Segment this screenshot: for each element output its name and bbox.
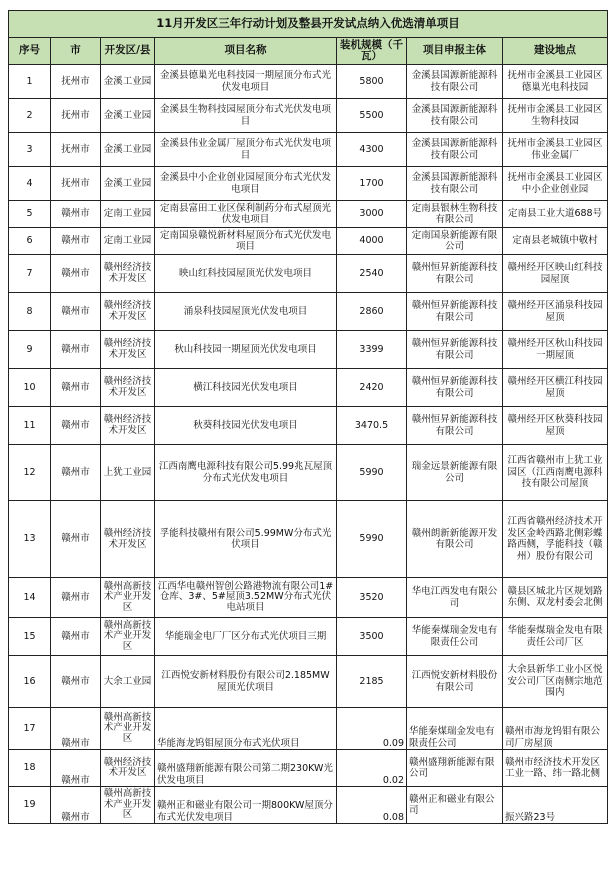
cell-no: 13 [9,501,51,578]
cell-location: 赣州市经济技术开发区工业一路、纬一路北侧 [503,750,608,787]
table-row [9,133,608,167]
cell-capacity: 4300 [337,133,407,167]
cell-capacity: 5990 [337,445,407,501]
cell-project: 涌泉科技园屋顶光伏发电项目 [155,293,337,331]
table-row [9,656,608,708]
cell-entity: 华能秦煤瑞金发电有限责任公司 [407,618,503,656]
cell-capacity: 2420 [337,369,407,407]
cell-no: 5 [9,201,51,228]
table-row [9,708,608,750]
table-row [9,369,608,407]
cell-location: 振兴路23号 [503,787,608,824]
cell-location: 江西省赣州市上犹工业园区（江西南鹰电源科技有限公司屋顶 [503,445,608,501]
cell-entity: 江西悦安新材料股份有限公司 [407,656,503,708]
cell-capacity: 3520 [337,578,407,618]
cell-zone: 赣州高新技术产业开发区 [101,578,155,618]
cell-city: 赣州市 [51,578,101,618]
cell-zone: 赣州高新技术产业开发区 [101,787,155,824]
cell-capacity: 2860 [337,293,407,331]
cell-entity: 金溪县国源新能源科技有限公司 [407,65,503,99]
cell-entity: 瑞金远景新能源有限公司 [407,445,503,501]
header-location: 建设地点 [503,38,608,65]
table-title-row [9,11,608,38]
header-project: 项目名称 [155,38,337,65]
cell-zone: 赣州经济技术开发区 [101,501,155,578]
cell-zone: 定南工业园 [101,201,155,228]
cell-project: 赣州盛翔新能源有限公司第二期230KW光伏发电项目 [155,750,337,787]
cell-location: 抚州市金溪县工业园区中小企业创业园 [503,167,608,201]
cell-project: 映山红科技园屋顶光伏发电项目 [155,255,337,293]
cell-city: 赣州市 [51,656,101,708]
cell-zone: 大余工业园 [101,656,155,708]
cell-location: 大余县新华工业小区悦安公司厂区南侧宗地范围内 [503,656,608,708]
cell-entity: 赣州恒昇新能源科技有限公司 [407,407,503,445]
cell-city: 赣州市 [51,787,101,824]
cell-no: 6 [9,228,51,255]
cell-entity: 赣州恒昇新能源科技有限公司 [407,369,503,407]
cell-zone: 金溪工业园 [101,65,155,99]
cell-project: 金溪县德巢光电科技园一期屋顶分布式光伏发电项目 [155,65,337,99]
cell-location: 抚州市金溪县工业园区德巢光电科技园 [503,65,608,99]
cell-no: 12 [9,445,51,501]
cell-no: 15 [9,618,51,656]
table-title: 11月开发区三年行动计划及整县开发试点纳入优选清单项目 [9,11,608,38]
cell-project: 赣州正和磁业有限公司一期800KW屋顶分布式光伏发电项目 [155,787,337,824]
table-row [9,750,608,787]
cell-location: 江西省赣州经济技术开发区金岭西路北侧彩蝶路西侧，孚能科技（赣州）股份有限公司 [503,501,608,578]
cell-city: 抚州市 [51,133,101,167]
cell-zone: 赣州经济技术开发区 [101,331,155,369]
table-row [9,407,608,445]
cell-location: 赣州经开区映山红科技园屋顶 [503,255,608,293]
cell-no: 19 [9,787,51,824]
cell-project: 横江科技园光伏发电项目 [155,369,337,407]
cell-location: 华能秦煤瑞金发电有限责任公司厂区 [503,618,608,656]
cell-location: 赣州经开区横江科技园屋顶 [503,369,608,407]
cell-no: 9 [9,331,51,369]
cell-zone: 金溪工业园 [101,167,155,201]
cell-zone: 定南工业园 [101,228,155,255]
cell-no: 4 [9,167,51,201]
cell-project: 江西悦安新材料股份有限公司2.185MW屋顶光伏项目 [155,656,337,708]
cell-entity: 华能秦煤瑞金发电有限责任公司 [407,708,503,750]
cell-location: 赣州市海龙钨钼有限公司厂房屋顶 [503,708,608,750]
cell-capacity: 2185 [337,656,407,708]
cell-capacity: 0.08 [337,787,407,824]
cell-project: 江西南鹰电源科技有限公司5.99兆瓦屋顶分布式光伏发电项目 [155,445,337,501]
table-header-row [9,38,608,65]
cell-entity: 赣州正和磁业有限公司 [407,787,503,824]
cell-no: 16 [9,656,51,708]
cell-capacity: 4000 [337,228,407,255]
cell-city: 赣州市 [51,407,101,445]
cell-no: 10 [9,369,51,407]
cell-no: 7 [9,255,51,293]
cell-capacity: 3500 [337,618,407,656]
cell-location: 定南县工业大道688号 [503,201,608,228]
cell-location: 赣州经开区涌泉科技园屋顶 [503,293,608,331]
cell-entity: 赣州朗新新能源开发有限公司 [407,501,503,578]
table-row [9,293,608,331]
cell-entity: 赣州盛翔新能源有限公司 [407,750,503,787]
cell-capacity: 0.02 [337,750,407,787]
cell-no: 14 [9,578,51,618]
cell-project: 孚能科技赣州有限公司5.99MW分布式光伏项目 [155,501,337,578]
cell-no: 1 [9,65,51,99]
cell-city: 赣州市 [51,255,101,293]
cell-city: 赣州市 [51,228,101,255]
cell-project: 金溪县中小企业创业园屋顶分布式光伏发电项目 [155,167,337,201]
cell-project: 江西华电赣州智创公路港物流有限公司1#仓库、3#、5#屋顶3.52MW分布式光伏电站项目 [155,578,337,618]
cell-no: 2 [9,99,51,133]
cell-zone: 赣州经济技术开发区 [101,293,155,331]
table-row [9,501,608,578]
cell-location: 抚州市金溪县工业园区生物科技园 [503,99,608,133]
cell-location: 赣州经开区秋葵科技园屋顶 [503,407,608,445]
cell-no: 17 [9,708,51,750]
header-capacity: 装机规模（千瓦） [337,38,407,65]
cell-project: 金溪县生物科技园屋顶分布式光伏发电项目 [155,99,337,133]
cell-no: 18 [9,750,51,787]
table-row [9,167,608,201]
cell-city: 赣州市 [51,618,101,656]
cell-city: 赣州市 [51,369,101,407]
table-row [9,99,608,133]
cell-capacity: 5500 [337,99,407,133]
table-row [9,445,608,501]
cell-location: 赣州经开区秋山科技园一期屋顶 [503,331,608,369]
cell-entity: 定南国泉新能源有限公司 [407,228,503,255]
cell-zone: 赣州高新技术产业开发区 [101,618,155,656]
cell-zone: 赣州高新技术产业开发区 [101,708,155,750]
project-list-table [8,10,608,824]
cell-city: 赣州市 [51,201,101,228]
cell-zone: 赣州经济技术开发区 [101,369,155,407]
header-city: 市 [51,38,101,65]
table-row [9,201,608,228]
cell-entity: 金溪县国源新能源科技有限公司 [407,99,503,133]
cell-project: 秋葵科技园光伏发电项目 [155,407,337,445]
cell-capacity: 0.09 [337,708,407,750]
header-no: 序号 [9,38,51,65]
header-entity: 项目申报主体 [407,38,503,65]
cell-entity: 金溪县国源新能源科技有限公司 [407,133,503,167]
cell-zone: 赣州经济技术开发区 [101,255,155,293]
table-row [9,228,608,255]
table-row [9,331,608,369]
cell-project: 金溪县伟业金属厂屋顶分布式光伏发电项目 [155,133,337,167]
cell-capacity: 5800 [337,65,407,99]
cell-entity: 定南县银林生物科技有限公司 [407,201,503,228]
cell-capacity: 3000 [337,201,407,228]
cell-capacity: 2540 [337,255,407,293]
cell-entity: 华电江西发电有限公司 [407,578,503,618]
cell-project: 定南县富田工业区保利制药分布式屋顶光伏发电项目 [155,201,337,228]
cell-entity: 赣州恒昇新能源科技有限公司 [407,255,503,293]
cell-zone: 赣州经济技术开发区 [101,407,155,445]
cell-project: 秋山科技园一期屋顶光伏发电项目 [155,331,337,369]
cell-location: 抚州市金溪县工业园区伟业金属厂 [503,133,608,167]
cell-project: 华能瑞金电厂厂区分布式光伏项目三期 [155,618,337,656]
cell-location: 赣县区城北片区规划路东侧、双龙村委会北侧 [503,578,608,618]
cell-capacity: 3470.5 [337,407,407,445]
cell-entity: 赣州恒昇新能源科技有限公司 [407,331,503,369]
table-row [9,787,608,824]
cell-city: 赣州市 [51,331,101,369]
cell-city: 赣州市 [51,445,101,501]
cell-city: 赣州市 [51,293,101,331]
cell-city: 抚州市 [51,99,101,133]
cell-entity: 金溪县国源新能源科技有限公司 [407,167,503,201]
cell-city: 赣州市 [51,750,101,787]
header-zone: 开发区/县 [101,38,155,65]
cell-zone: 金溪工业园 [101,99,155,133]
cell-no: 3 [9,133,51,167]
table-row [9,618,608,656]
cell-entity: 赣州恒昇新能源科技有限公司 [407,293,503,331]
cell-location: 定南县老城镇中敬村 [503,228,608,255]
cell-zone: 金溪工业园 [101,133,155,167]
cell-city: 抚州市 [51,167,101,201]
cell-city: 赣州市 [51,708,101,750]
table-row [9,255,608,293]
table-row [9,578,608,618]
cell-capacity: 1700 [337,167,407,201]
cell-zone: 上犹工业园 [101,445,155,501]
cell-project: 华能海龙钨钼屋顶分布式光伏项目 [155,708,337,750]
cell-city: 抚州市 [51,65,101,99]
cell-no: 8 [9,293,51,331]
cell-capacity: 5990 [337,501,407,578]
cell-no: 11 [9,407,51,445]
cell-project: 定南国泉赣悦新材料屋顶分布式光伏发电项目 [155,228,337,255]
cell-zone: 赣州经济技术开发区 [101,750,155,787]
cell-capacity: 3399 [337,331,407,369]
cell-city: 赣州市 [51,501,101,578]
table-row [9,65,608,99]
